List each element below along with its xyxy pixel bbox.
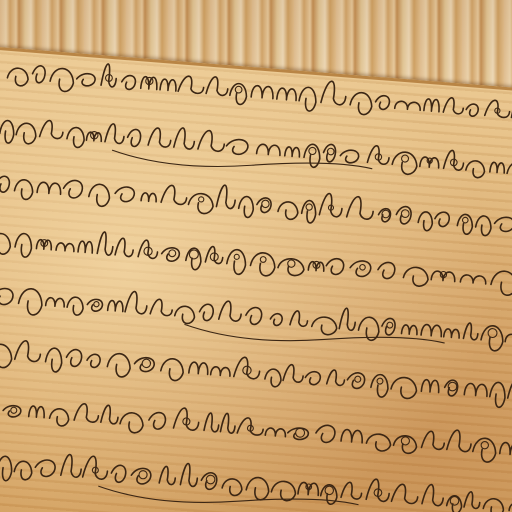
script-glyph xyxy=(219,301,242,322)
script-glyph xyxy=(67,297,84,316)
script-glyph xyxy=(159,466,176,485)
script-mark xyxy=(309,147,317,155)
script-mark xyxy=(481,441,489,449)
script-glyph xyxy=(150,299,173,316)
script-glyph xyxy=(271,480,297,501)
script-glyph xyxy=(127,129,141,147)
script-glyph xyxy=(35,459,56,477)
script-glyph xyxy=(0,176,10,193)
script-line xyxy=(0,447,512,512)
script-glyph xyxy=(66,127,85,148)
script-mark xyxy=(401,155,408,162)
script-glyph xyxy=(0,233,11,255)
script-glyph xyxy=(339,308,356,331)
script-glyph xyxy=(29,406,45,418)
script-glyph xyxy=(180,463,198,487)
script-glyph xyxy=(315,424,335,443)
script-glyph xyxy=(483,498,504,512)
script-glyph xyxy=(434,211,449,227)
script-glyph xyxy=(490,270,512,296)
script-glyph xyxy=(277,201,298,220)
script-glyph xyxy=(74,403,99,423)
script-mark xyxy=(306,204,313,211)
script-glyph xyxy=(14,179,34,200)
script-glyph xyxy=(250,252,276,277)
script-mark xyxy=(11,407,17,413)
script-glyph xyxy=(188,193,214,215)
script-glyph xyxy=(108,300,124,311)
script-glyph xyxy=(49,408,69,426)
script-glyph xyxy=(131,468,152,485)
script-mark xyxy=(488,328,498,338)
script-glyph xyxy=(174,306,195,324)
script-glyph xyxy=(0,120,15,143)
script-glyph xyxy=(14,461,33,481)
script-glyph xyxy=(321,81,347,106)
script-glyph xyxy=(257,144,281,156)
script-glyph xyxy=(283,364,304,382)
script-glyph xyxy=(15,340,42,362)
script-glyph xyxy=(366,433,391,451)
script-glyph xyxy=(443,150,464,171)
script-glyph xyxy=(464,383,488,396)
script-glyph xyxy=(447,429,472,452)
script-glyph xyxy=(485,100,511,118)
script-glyph xyxy=(489,382,506,408)
script-glyph xyxy=(204,413,220,432)
script-glyph xyxy=(211,366,231,376)
script-line xyxy=(0,392,512,466)
script-glyph xyxy=(403,266,429,286)
script-mark xyxy=(198,197,204,203)
script-glyph xyxy=(148,127,172,147)
script-mark xyxy=(139,470,148,479)
script-glyph xyxy=(160,79,177,91)
script-glyph xyxy=(37,182,61,194)
script-glyph xyxy=(138,240,158,259)
script-glyph xyxy=(66,349,82,367)
script-glyph xyxy=(198,130,225,152)
script-mark xyxy=(387,322,393,328)
script-glyph xyxy=(418,211,434,231)
script-glyph xyxy=(500,442,512,455)
script-mark xyxy=(295,428,305,438)
script-glyph xyxy=(347,196,375,220)
script-glyph xyxy=(178,75,204,93)
script-mark xyxy=(169,250,176,257)
script-glyph xyxy=(0,343,13,368)
script-glyph xyxy=(444,329,460,338)
script-mark xyxy=(462,217,468,223)
script-mark xyxy=(355,376,361,382)
script-mark xyxy=(287,260,295,268)
script-glyph xyxy=(14,233,32,258)
script-line xyxy=(0,114,512,195)
script-glyph xyxy=(446,495,462,512)
script-glyph xyxy=(119,412,143,433)
script-glyph xyxy=(61,454,82,478)
script-glyph xyxy=(340,149,359,163)
script-glyph xyxy=(199,304,214,321)
script-glyph xyxy=(46,297,65,307)
script-glyph xyxy=(237,417,264,435)
script-glyph xyxy=(265,428,286,437)
script-glyph xyxy=(308,261,324,271)
script-glyph xyxy=(347,372,365,389)
script-glyph xyxy=(148,412,166,430)
script-mark xyxy=(260,256,266,262)
script-glyph xyxy=(508,380,512,400)
script-glyph xyxy=(264,369,281,388)
script-mark xyxy=(235,86,242,93)
script-glyph xyxy=(238,196,254,218)
script-mark xyxy=(234,254,239,259)
script-glyph xyxy=(463,323,478,340)
script-glyph xyxy=(245,307,262,325)
script-glyph xyxy=(234,357,261,380)
script-glyph xyxy=(16,123,37,145)
script-mark xyxy=(382,210,390,218)
script-glyph xyxy=(161,247,180,262)
script-glyph xyxy=(141,193,157,202)
script-glyph xyxy=(494,216,512,232)
script-glyph xyxy=(460,275,486,284)
script-glyph xyxy=(375,95,390,110)
script-mark xyxy=(261,200,269,208)
script-glyph xyxy=(395,101,421,111)
script-mark xyxy=(401,437,410,446)
script-glyph xyxy=(206,76,229,96)
script-glyph xyxy=(0,288,13,306)
script-glyph xyxy=(251,85,274,98)
script-mark xyxy=(450,496,459,505)
script-glyph xyxy=(115,186,135,202)
script-glyph xyxy=(305,371,321,385)
script-glyph xyxy=(490,162,505,173)
script-glyph xyxy=(174,127,196,149)
script-glyph xyxy=(87,299,103,312)
script-glyph xyxy=(326,258,345,275)
script-glyph xyxy=(3,405,22,418)
script-glyph xyxy=(125,291,148,314)
script-glyph xyxy=(505,334,512,344)
script-glyph xyxy=(101,405,119,424)
script-glyph xyxy=(222,478,243,496)
script-glyph xyxy=(421,324,442,336)
script-glyph xyxy=(45,348,63,373)
script-glyph xyxy=(424,99,440,112)
script-glyph xyxy=(36,239,51,249)
script-mark xyxy=(401,209,409,217)
script-glyph xyxy=(78,241,93,253)
script-glyph xyxy=(391,484,418,504)
script-glyph xyxy=(226,139,249,155)
script-glyph xyxy=(107,353,132,378)
script-glyph xyxy=(311,316,337,335)
script-glyph xyxy=(220,413,236,433)
script-glyph xyxy=(290,310,308,326)
script-glyph xyxy=(161,185,187,205)
script-glyph xyxy=(464,491,481,508)
script-glyph xyxy=(475,215,492,236)
script-glyph xyxy=(49,68,74,92)
script-flourish xyxy=(112,146,372,180)
script-glyph xyxy=(367,145,390,164)
script-glyph xyxy=(390,377,417,400)
script-glyph xyxy=(341,482,362,500)
script-glyph xyxy=(18,288,43,316)
script-glyph xyxy=(76,73,95,87)
script-glyph xyxy=(421,379,439,392)
script-glyph xyxy=(86,354,100,368)
script-glyph xyxy=(421,431,445,450)
script-glyph xyxy=(349,92,372,115)
handwritten-script xyxy=(0,44,512,512)
script-glyph xyxy=(121,75,136,90)
script-glyph xyxy=(377,262,395,279)
script-glyph xyxy=(443,97,464,114)
script-glyph xyxy=(285,147,300,157)
script-mark xyxy=(206,475,215,484)
script-glyph xyxy=(226,249,247,275)
script-glyph xyxy=(277,88,297,101)
script-glyph xyxy=(63,180,83,199)
script-glyph xyxy=(270,313,283,326)
script-mark xyxy=(189,250,199,260)
script-mark xyxy=(94,301,100,307)
script-glyph xyxy=(173,407,199,430)
script-glyph xyxy=(111,465,127,483)
script-glyph xyxy=(466,104,479,117)
script-glyph xyxy=(7,67,29,86)
script-glyph xyxy=(366,479,390,502)
script-mark xyxy=(327,148,334,155)
script-line xyxy=(0,337,512,411)
script-glyph xyxy=(422,484,444,506)
script-mark xyxy=(360,264,366,270)
palm-leaf-manuscript xyxy=(0,44,512,512)
script-glyph xyxy=(465,160,485,178)
script-glyph xyxy=(101,64,117,88)
script-line xyxy=(0,223,512,298)
script-flourish xyxy=(98,482,358,512)
script-mark xyxy=(325,486,334,495)
script-glyph xyxy=(88,184,110,207)
script-glyph xyxy=(0,456,13,481)
script-glyph xyxy=(141,76,158,89)
script-glyph xyxy=(327,370,345,386)
script-glyph xyxy=(370,374,389,398)
script-glyph xyxy=(105,123,125,144)
script-mark xyxy=(448,382,457,391)
script-glyph xyxy=(431,271,455,282)
script-glyph xyxy=(160,358,184,381)
script-glyph xyxy=(216,185,236,209)
script-glyph xyxy=(115,238,134,257)
script-glyph xyxy=(401,325,417,335)
script-glyph xyxy=(86,132,101,141)
script-glyph xyxy=(246,477,270,501)
script-mark xyxy=(142,359,151,368)
script-glyph xyxy=(32,65,46,83)
script-glyph xyxy=(40,120,64,139)
script-glyph xyxy=(189,362,209,375)
script-glyph xyxy=(341,429,363,443)
script-glyph xyxy=(298,87,317,112)
script-line xyxy=(0,167,512,243)
script-glyph xyxy=(56,243,74,252)
script-glyph xyxy=(381,318,395,336)
script-mark xyxy=(377,378,383,384)
script-glyph xyxy=(506,161,512,184)
script-glyph xyxy=(97,232,114,256)
